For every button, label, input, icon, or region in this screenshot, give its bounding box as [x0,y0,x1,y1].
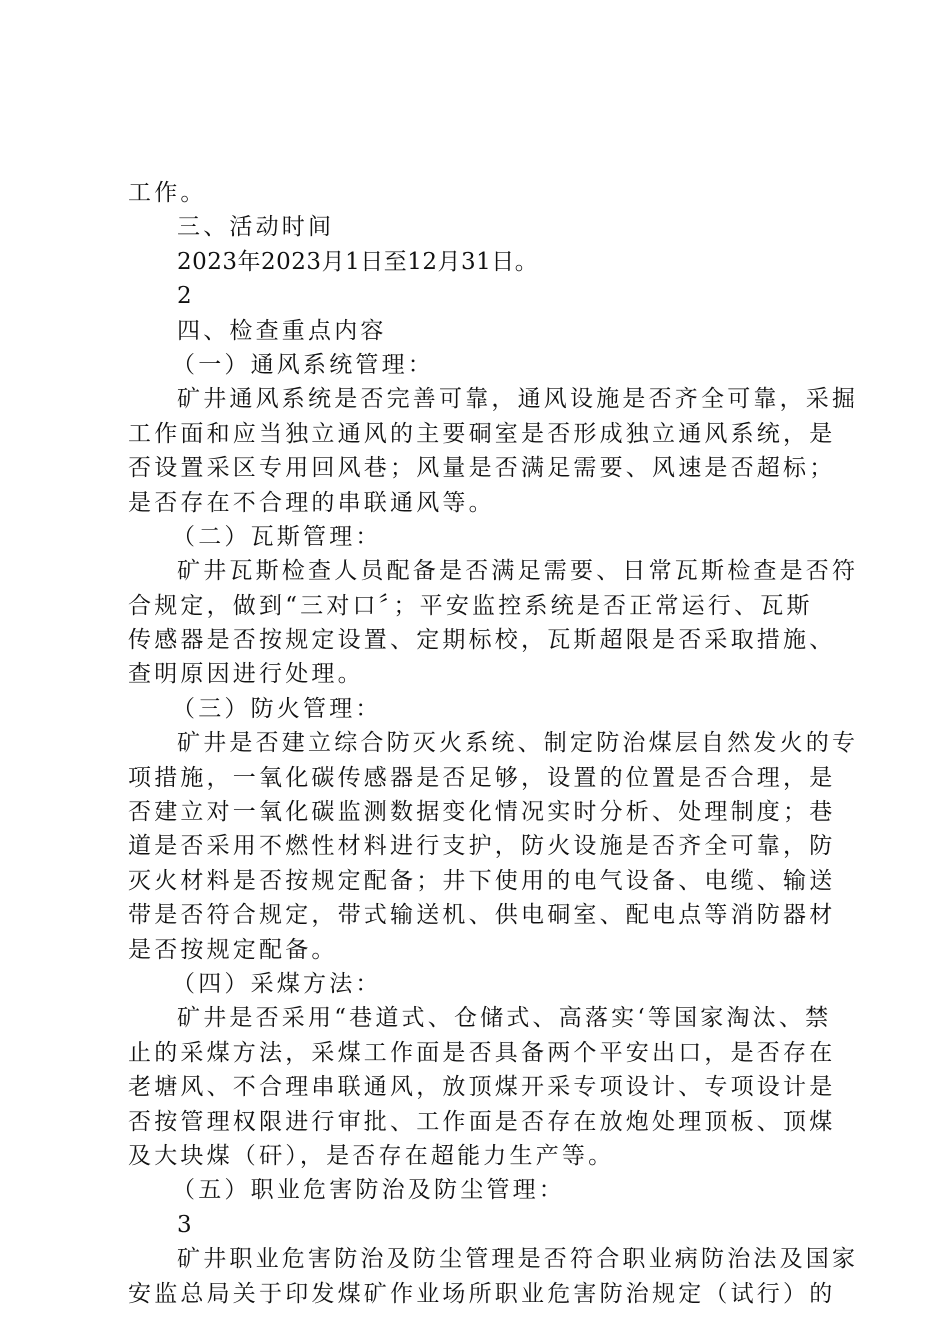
text-line: 矿井职业危害防治及防尘管理是否符合职业病防治法及国家 [177,1246,859,1273]
text-line: 是否存在不合理的串联通风等。 [128,489,495,516]
page-number: 2 [177,283,195,310]
text-line: 止的采煤方法，采煤工作面是否具备两个平安出口，是否存在 [128,1039,836,1066]
text-line: 传感器是否按规定设置、定期标校，瓦斯超限是否采取措施、 [128,627,836,654]
text-line: 带是否符合规定，带式输送机、供电硐室、配电点等消防器材 [128,902,836,929]
text-line: 老塘风、不合理串联通风，放顶煤开采专项设计、专项设计是 [128,1074,836,1101]
page-number: 3 [177,1211,195,1238]
document-page [128,176,859,1311]
subsection-heading: （五）职业危害防治及防尘管理： [172,1177,565,1204]
text-line: 否按管理权限进行审批、工作面是否存在放炮处理顶板、顶煤 [128,1108,836,1135]
text-line: 矿井是否建立综合防灭火系统、制定防治煤层自然发火的专 [177,730,859,757]
text-line: 否建立对一氧化碳监测数据变化情况实时分析、处理制度；巷 [128,799,836,826]
text-line: 及大块煤（矸），是否存在超能力生产等。 [128,1142,615,1169]
subsection-heading: （二）瓦斯管理： [172,523,382,550]
text-line: 灭火材料是否按规定配备；井下使用的电气设备、电缆、输送 [128,867,836,894]
section-heading: 三、活动时间 [177,214,335,241]
text-line: 是否按规定配备。 [128,936,338,963]
text-line: 2023年2023月1日至12月31日。 [177,248,539,275]
subsection-heading: （一）通风系统管理： [172,351,434,378]
text-line: 查明原因进行处理。 [128,661,364,688]
subsection-heading: （四）采煤方法： [172,970,382,997]
text-line: 合规定，做到“三对口〞；平安监控系统是否正常运行、瓦斯 [128,592,813,619]
text-line: 项措施，一氧化碳传感器是否足够，设置的位置是否合理，是 [128,764,836,791]
text-line: 工作。 [128,180,207,206]
text-line: 否设置采区专用回风巷；风量是否满足需要、风速是否超标； [128,455,836,482]
text-line: 矿井瓦斯检查人员配备是否满足需要、日常瓦斯检查是否符 [177,558,859,585]
text-line: 工作面和应当独立通风的主要硐室是否形成独立通风系统，是 [128,420,836,447]
text-line: 矿井通风系统是否完善可靠，通风设施是否齐全可靠，采掘 [177,386,859,413]
section-heading: 四、检查重点内容 [177,317,387,344]
subsection-heading: （三）防火管理： [172,695,382,722]
text-line: 矿井是否采用“巷道式、仓储式、高落实‘等国家淘汰、禁 [177,1005,832,1032]
text-line: 道是否采用不燃性材料进行支护，防火设施是否齐全可靠，防 [128,833,836,860]
text-line: 安监总局关于印发煤矿作业场所职业危害防治规定（试行）的 [128,1280,836,1307]
